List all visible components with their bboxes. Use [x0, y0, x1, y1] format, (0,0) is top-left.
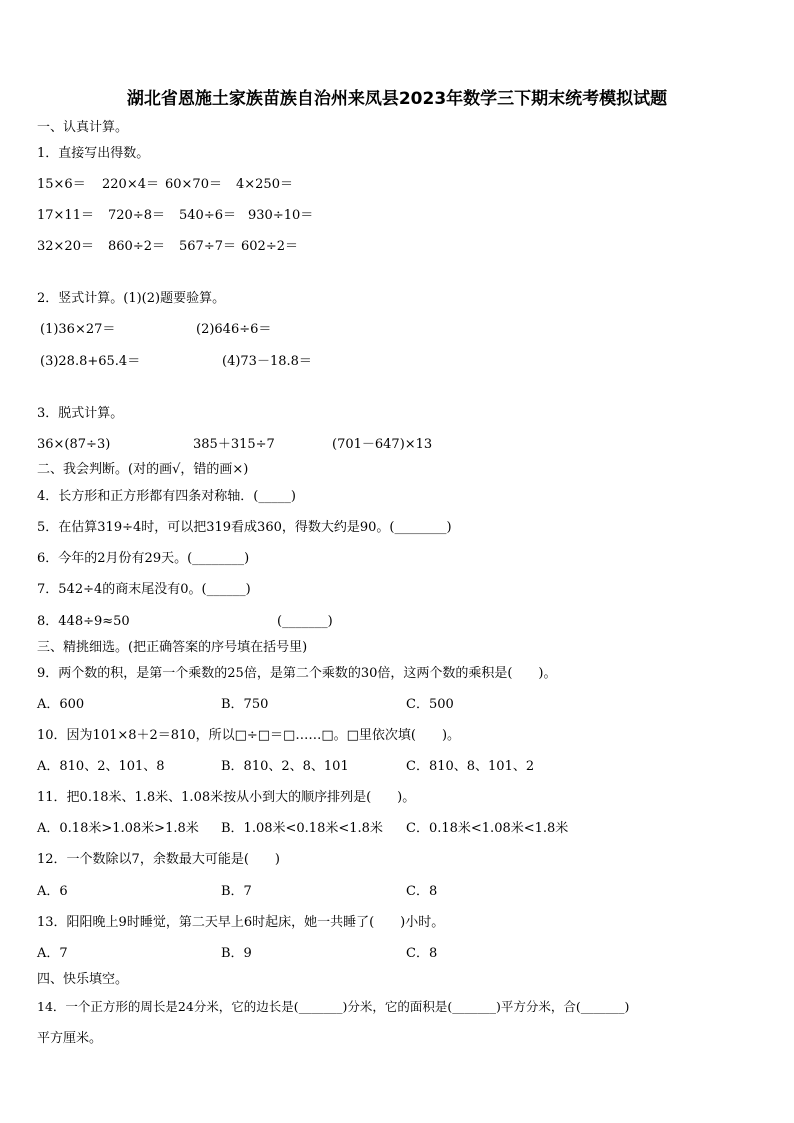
step-calc-item: 385＋315÷7: [193, 437, 275, 452]
choice-option[interactable]: A．600: [37, 697, 85, 712]
answer-blank[interactable]: (_______): [277, 614, 333, 629]
choice-option[interactable]: B．9: [221, 946, 252, 961]
vertical-calc-item: (3)28.8+65.4＝: [40, 354, 141, 369]
choice-option[interactable]: B．750: [221, 697, 269, 712]
calc-item: 540÷6＝: [179, 208, 236, 223]
choice-question-prompt: 11．把0.18米、1.8米、1.08米按从小到大的顺序排列是( )。: [37, 790, 416, 805]
vertical-calc-item: (4)73－18.8＝: [222, 354, 312, 369]
choice-option[interactable]: C．810、8、101、2: [406, 759, 535, 774]
choice-option[interactable]: C．8: [406, 884, 438, 899]
section-4-heading: 四、快乐填空。: [37, 972, 129, 987]
judge-question: 8．448÷9≈50: [37, 614, 130, 629]
section-3-heading: 三、精挑细选。(把正确答案的序号填在括号里): [37, 640, 308, 655]
choice-question-prompt: 9．两个数的积，是第一个乘数的25倍，是第二个乘数的30倍，这两个数的乘积是( )。: [37, 666, 557, 681]
calc-item: 15×6＝: [37, 177, 86, 192]
fill-question-line: 14．一个正方形的周长是24分米，它的边长是(_______)分米，它的面积是(_______)平方分米，合(_______): [37, 999, 630, 1014]
section-2-heading: 二、我会判断。(对的画√，错的画×): [37, 462, 249, 477]
calc-item: 60×70＝: [165, 177, 222, 192]
question-2-prompt: 2．竖式计算。(1)(2)题要验算。: [37, 291, 226, 306]
choice-option[interactable]: A．810、2、101、8: [37, 759, 165, 774]
choice-option[interactable]: C．500: [406, 697, 454, 712]
judge-question: 6．今年的2月份有29天。(________): [37, 551, 250, 566]
section-1-heading: 一、认真计算。: [37, 120, 129, 135]
choice-option[interactable]: B．810、2、8、101: [221, 759, 349, 774]
calc-item: 567÷7＝: [179, 239, 236, 254]
choice-option[interactable]: B．7: [221, 884, 252, 899]
calc-item: 32×20＝: [37, 239, 94, 254]
vertical-calc-item: (2)646÷6＝: [196, 322, 272, 337]
calc-item: 860÷2＝: [108, 239, 165, 254]
choice-question-prompt: 12．一个数除以7，余数最大可能是( ): [37, 852, 280, 867]
calc-item: 602÷2＝: [241, 239, 298, 254]
judge-question: 7．542÷4的商末尾没有0。(______): [37, 582, 251, 597]
calc-item: 17×11＝: [37, 208, 94, 223]
step-calc-item: 36×(87÷3): [37, 437, 111, 452]
vertical-calc-item: (1)36×27＝: [40, 322, 116, 337]
question-1-prompt: 1．直接写出得数。: [37, 146, 150, 161]
choice-question-prompt: 10．因为101×8＋2＝810，所以□÷□＝□……□。□里依次填( )。: [37, 728, 461, 743]
page-title: 湖北省恩施土家族苗族自治州来凤县2023年数学三下期末统考模拟试题: [126, 89, 668, 109]
calc-item: 720÷8＝: [108, 208, 165, 223]
calc-item: 4×250＝: [236, 177, 293, 192]
step-calc-item: (701－647)×13: [332, 437, 433, 452]
choice-option[interactable]: A．7: [37, 946, 68, 961]
choice-question-prompt: 13．阳阳晚上9时睡觉，第二天早上6时起床，她一共睡了( )小时。: [37, 915, 445, 930]
fill-question-line: 平方厘米。: [37, 1031, 103, 1046]
choice-option[interactable]: C．8: [406, 946, 438, 961]
judge-question: 5．在估算319÷4时，可以把319看成360，得数大约是90。(________): [37, 520, 452, 535]
calc-item: 930÷10＝: [248, 208, 314, 223]
choice-option[interactable]: B．1.08米<0.18米<1.8米: [221, 821, 383, 836]
choice-option[interactable]: C．0.18米<1.08米<1.8米: [406, 821, 569, 836]
calc-item: 220×4＝: [102, 177, 159, 192]
judge-question: 4．长方形和正方形都有四条对称轴．(_____): [37, 489, 296, 504]
choice-option[interactable]: A．6: [37, 884, 68, 899]
choice-option[interactable]: A．0.18米>1.08米>1.8米: [37, 821, 199, 836]
question-3-prompt: 3．脱式计算。: [37, 406, 124, 421]
